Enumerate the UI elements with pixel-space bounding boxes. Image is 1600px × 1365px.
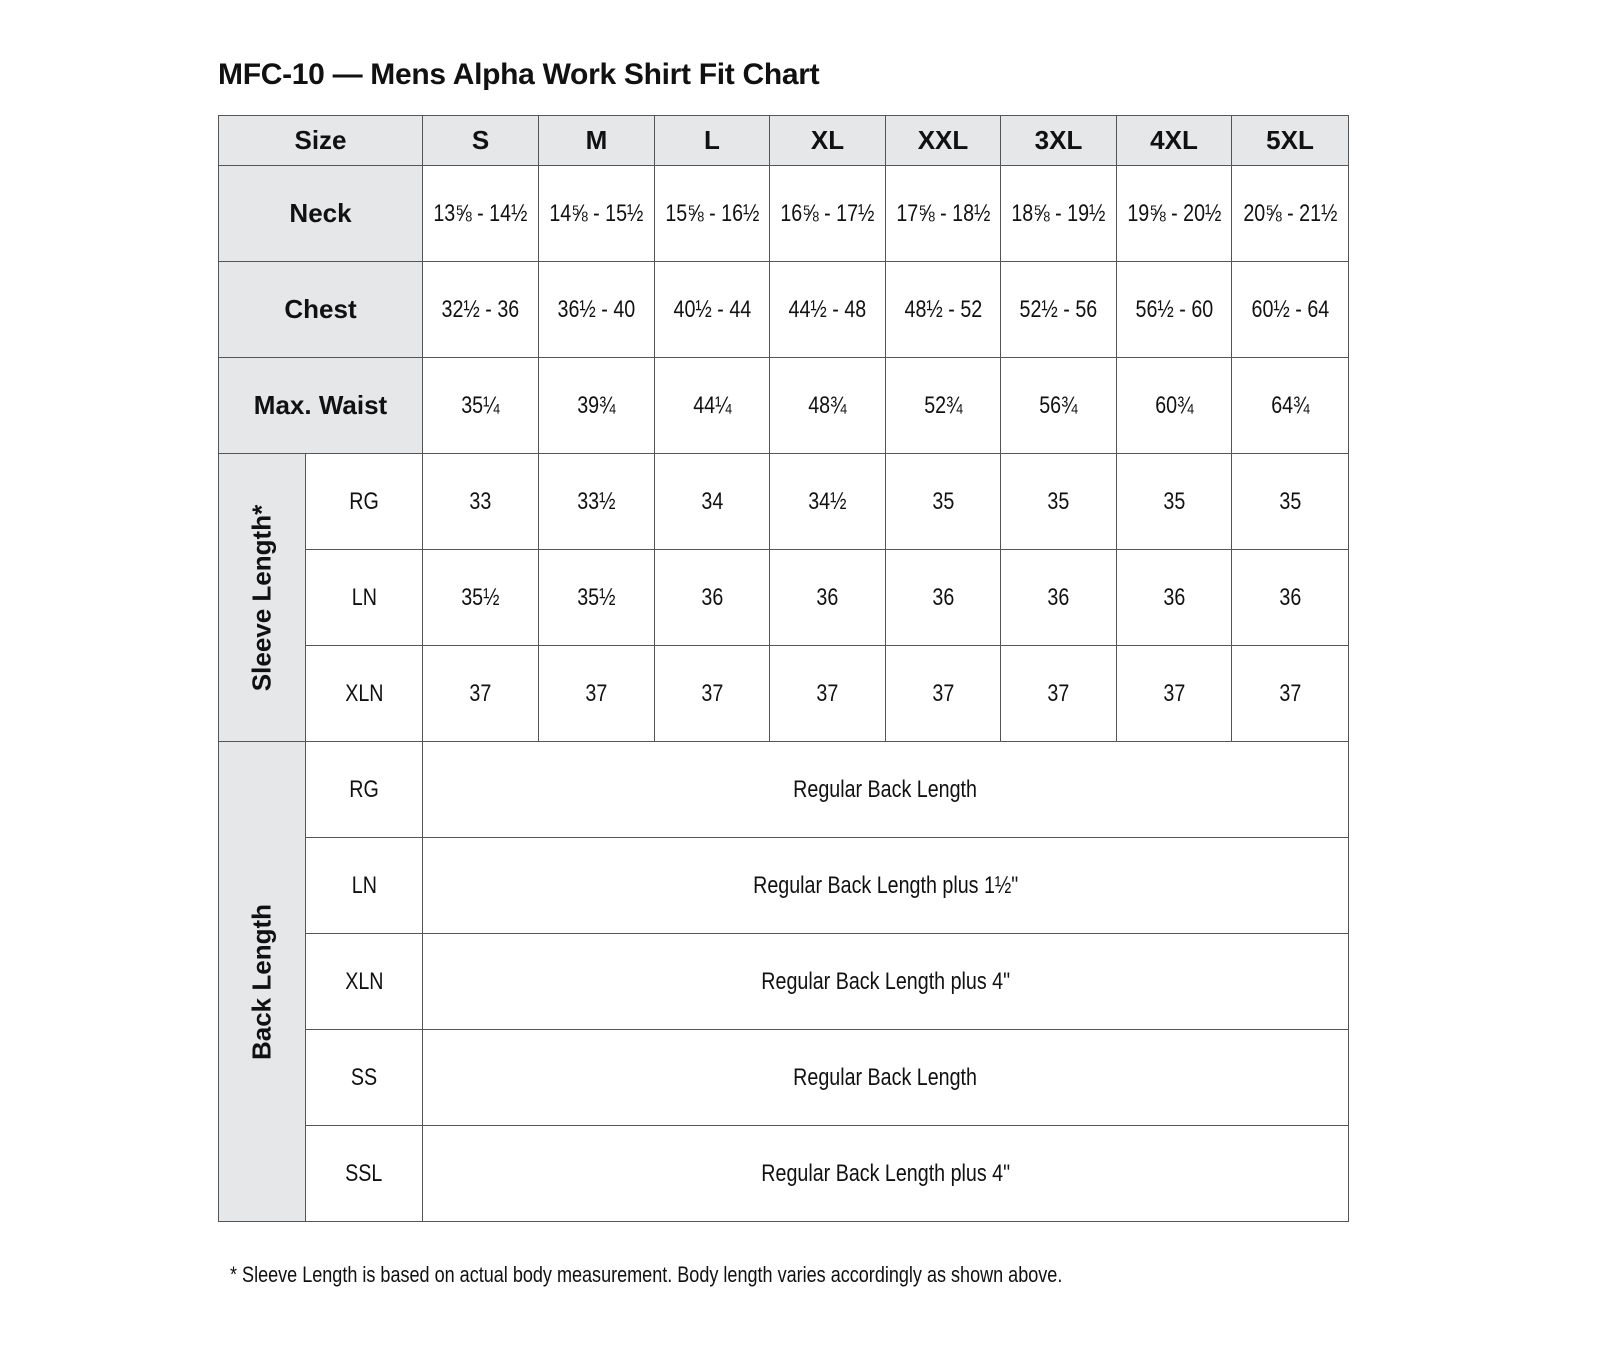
table-cell: 34 bbox=[655, 454, 770, 550]
row-label: Chest bbox=[219, 262, 423, 358]
sub-row-label: XLN bbox=[306, 934, 423, 1030]
size-header: Size bbox=[219, 116, 423, 166]
back-length-value: Regular Back Length bbox=[423, 1030, 1349, 1126]
table-cell: 13⅝ - 14½ bbox=[423, 166, 539, 262]
table-cell: 37 bbox=[423, 646, 539, 742]
table-cell: 37 bbox=[655, 646, 770, 742]
header-row bbox=[219, 116, 1349, 166]
sub-row-label: RG bbox=[306, 454, 423, 550]
chest-row bbox=[219, 262, 1349, 358]
row-label: Max. Waist bbox=[219, 358, 423, 454]
back-ss-row bbox=[219, 1030, 1349, 1126]
table-cell: 37 bbox=[886, 646, 1001, 742]
size-column-header: M bbox=[539, 116, 655, 166]
back-length-group-label: Back Length bbox=[219, 742, 306, 1222]
size-column-header: 5XL bbox=[1232, 116, 1349, 166]
size-column-header: 3XL bbox=[1001, 116, 1117, 166]
back-length-value: Regular Back Length plus 4" bbox=[423, 934, 1349, 1030]
sleeve-length-group-label: Sleeve Length* bbox=[219, 454, 306, 742]
size-column-header: XXL bbox=[886, 116, 1001, 166]
table-cell: 35 bbox=[1117, 454, 1232, 550]
neck-row bbox=[219, 166, 1349, 262]
size-column-header: L bbox=[655, 116, 770, 166]
back-ln-row bbox=[219, 838, 1349, 934]
sleeve-ln-row bbox=[219, 550, 1349, 646]
table-cell: 39¾ bbox=[539, 358, 655, 454]
table-cell: 36 bbox=[655, 550, 770, 646]
table-cell: 44½ - 48 bbox=[770, 262, 886, 358]
table-cell: 37 bbox=[1232, 646, 1349, 742]
table-cell: 16⅝ - 17½ bbox=[770, 166, 886, 262]
table-cell: 48¾ bbox=[770, 358, 886, 454]
table-cell: 56¾ bbox=[1001, 358, 1117, 454]
table-cell: 60¾ bbox=[1117, 358, 1232, 454]
table-cell: 35 bbox=[1232, 454, 1349, 550]
table-cell: 35½ bbox=[423, 550, 539, 646]
size-column-header: XL bbox=[770, 116, 886, 166]
table-cell: 35½ bbox=[539, 550, 655, 646]
table-cell: 37 bbox=[1117, 646, 1232, 742]
back-length-value: Regular Back Length plus 4" bbox=[423, 1126, 1349, 1222]
table-cell: 36 bbox=[1232, 550, 1349, 646]
table-cell: 37 bbox=[1001, 646, 1117, 742]
back-length-value: Regular Back Length plus 1½" bbox=[423, 838, 1349, 934]
sleeve-rg-row bbox=[219, 454, 1349, 550]
table-cell: 36 bbox=[886, 550, 1001, 646]
table-cell: 35¼ bbox=[423, 358, 539, 454]
back-rg-row bbox=[219, 742, 1349, 838]
page-title: MFC-10 — Mens Alpha Work Shirt Fit Chart bbox=[218, 58, 820, 91]
footnote: * Sleeve Length is based on actual body measurement. Body length varies accordingly as shown above. bbox=[230, 1262, 1063, 1287]
table-cell: 18⅝ - 19½ bbox=[1001, 166, 1117, 262]
table-cell: 56½ - 60 bbox=[1117, 262, 1232, 358]
sub-row-label: SS bbox=[306, 1030, 423, 1126]
table-cell: 15⅝ - 16½ bbox=[655, 166, 770, 262]
table-cell: 33 bbox=[423, 454, 539, 550]
sub-row-label: RG bbox=[306, 742, 423, 838]
table-cell: 14⅝ - 15½ bbox=[539, 166, 655, 262]
row-label: Neck bbox=[219, 166, 423, 262]
size-column-header: 4XL bbox=[1117, 116, 1232, 166]
table-cell: 19⅝ - 20½ bbox=[1117, 166, 1232, 262]
table-cell: 40½ - 44 bbox=[655, 262, 770, 358]
sleeve-xln-row bbox=[219, 646, 1349, 742]
table-cell: 60½ - 64 bbox=[1232, 262, 1349, 358]
table-cell: 37 bbox=[539, 646, 655, 742]
table-cell: 17⅝ - 18½ bbox=[886, 166, 1001, 262]
table-cell: 52½ - 56 bbox=[1001, 262, 1117, 358]
table-cell: 44¼ bbox=[655, 358, 770, 454]
table-cell: 32½ - 36 bbox=[423, 262, 539, 358]
back-ssl-row bbox=[219, 1126, 1349, 1222]
max-waist-row bbox=[219, 358, 1349, 454]
table-cell: 35 bbox=[1001, 454, 1117, 550]
table-cell: 64¾ bbox=[1232, 358, 1349, 454]
table-cell: 37 bbox=[770, 646, 886, 742]
sub-row-label: LN bbox=[306, 550, 423, 646]
table-cell: 33½ bbox=[539, 454, 655, 550]
sub-row-label: LN bbox=[306, 838, 423, 934]
table-cell: 35 bbox=[886, 454, 1001, 550]
sub-row-label: SSL bbox=[306, 1126, 423, 1222]
size-column-header: S bbox=[423, 116, 539, 166]
fit-chart-table bbox=[218, 115, 1349, 1222]
table-cell: 20⅝ - 21½ bbox=[1232, 166, 1349, 262]
table-cell: 36 bbox=[1117, 550, 1232, 646]
sub-row-label: XLN bbox=[306, 646, 423, 742]
table-cell: 52¾ bbox=[886, 358, 1001, 454]
table-cell: 36½ - 40 bbox=[539, 262, 655, 358]
table-cell: 48½ - 52 bbox=[886, 262, 1001, 358]
back-length-value: Regular Back Length bbox=[423, 742, 1349, 838]
table-cell: 36 bbox=[770, 550, 886, 646]
table-cell: 36 bbox=[1001, 550, 1117, 646]
table-cell: 34½ bbox=[770, 454, 886, 550]
back-xln-row bbox=[219, 934, 1349, 1030]
